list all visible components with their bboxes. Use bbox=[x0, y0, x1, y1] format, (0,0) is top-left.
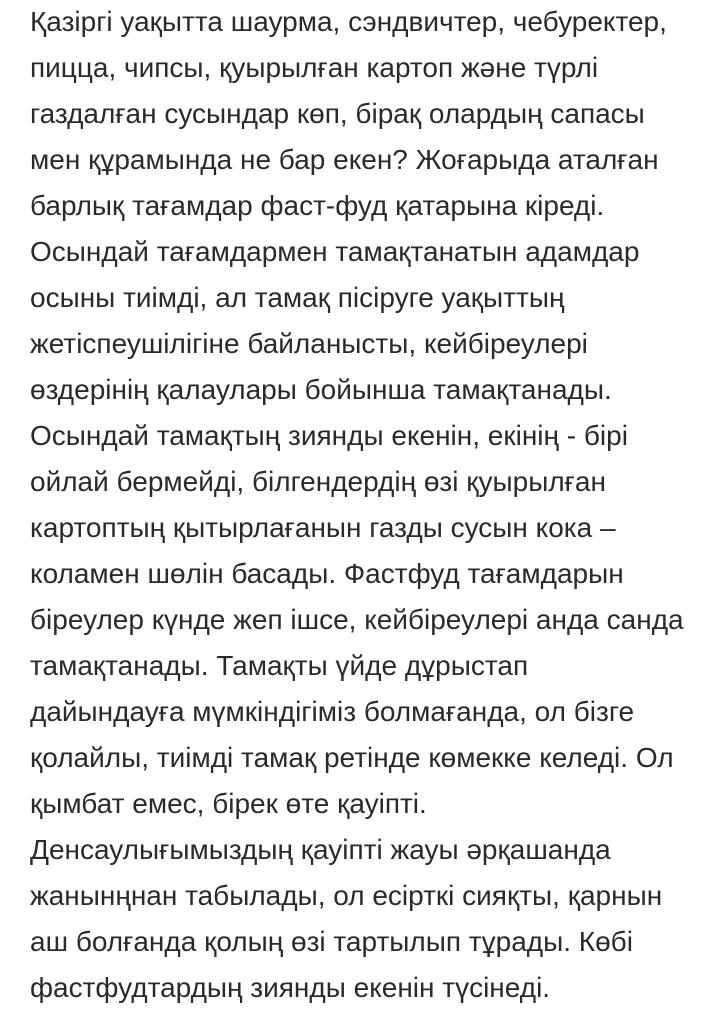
text-line: жанынңнан табылады, ол есірткі сияқты, қарнын bbox=[30, 880, 663, 911]
text-line: осыны тиімді, ал тамақ пісіруге уақыттың bbox=[30, 282, 565, 313]
text-line: өздерінің қалаулары бойынша тамақтанады. bbox=[30, 374, 612, 405]
text-line: Денсаулығымыздың қауіпті жауы әрқашанда bbox=[30, 834, 611, 865]
text-line: біреулер күнде жеп ішсе, кейбіреулері анда санда bbox=[30, 604, 684, 635]
text-line: Осындай тамақтың зиянды екенін, екінің - бірі bbox=[30, 420, 628, 451]
text-line: Қазіргі уақытта шаурма, сэндвичтер, чебуректер, bbox=[30, 6, 667, 37]
text-line: коламен шөлін басады. Фастфуд тағамдарын bbox=[30, 558, 624, 589]
text-line: аш болғанда қолың өзі тартылып тұрады. Көбі bbox=[30, 926, 633, 957]
text-line: қымбат емес, бірек өте қауіпті. bbox=[30, 788, 427, 819]
text-line: картоптың қытырлағанын газды сусын кока – bbox=[30, 512, 616, 543]
text-line: пицца, чипсы, қуырылған картоп және түрлі bbox=[30, 52, 599, 83]
text-line: мен құрамында не бар екен? Жоғарыда аталған bbox=[30, 144, 659, 175]
text-line: фастфудтардың зиянды екенін түсінеді. bbox=[30, 972, 551, 1003]
text-line: Осындай тағамдармен тамақтанатын адамдар bbox=[30, 236, 640, 267]
text-line: дайындауға мүмкіндігіміз болмағанда, ол бізге bbox=[30, 696, 635, 727]
text-line: ойлай бермейді, білгендердің өзі қуырылған bbox=[30, 466, 606, 497]
text-line: қолайлы, тиімді тамақ ретінде көмекке келеді. Ол bbox=[30, 742, 674, 773]
text-line: барлық тағамдар фаст-фуд қатарына кіреді. bbox=[30, 190, 605, 221]
text-line: газдалған сусындар көп, бірақ олардың сапасы bbox=[30, 98, 645, 129]
text-line: тамақтанады. Тамақты үйде дұрыстап bbox=[30, 650, 529, 681]
text-line: жетіспеушілігіне байланысты, кейбіреулері bbox=[30, 328, 588, 359]
